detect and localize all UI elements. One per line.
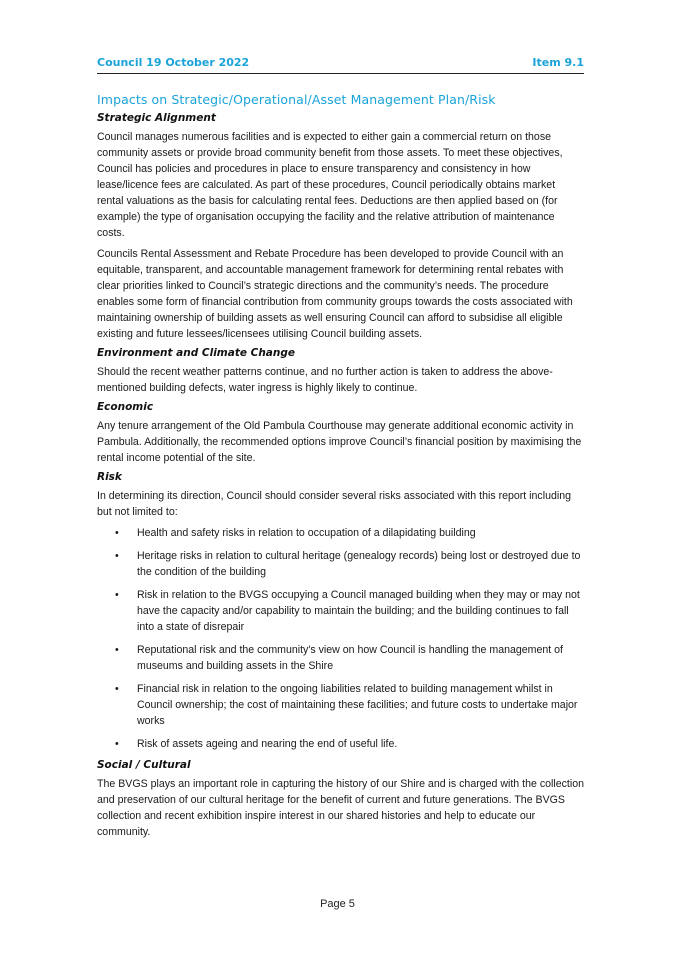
heading-economic: Economic xyxy=(97,401,154,413)
risk-list xyxy=(97,525,584,752)
heading-environment: Environment and Climate Change xyxy=(97,347,296,359)
list-item xyxy=(97,736,584,752)
page-content xyxy=(97,92,584,845)
bullet-icon: • xyxy=(115,550,119,562)
strategic-paragraph-2: Councils Rental Assessment and Rebate Procedure has been developed to provide Council with an equitable, transparent, and accountable management framework for determining rental rebates with clear priorities linked to Council’s strategic directions and the community’s needs. The procedure enables some form of financial contribution from community groups towards the costs associated with maintaining ownership of building assets as well ensuring Council can afford to subsidise all eligible existing and future lessees/licensees utilising Council building assets. xyxy=(97,248,573,340)
economic-paragraph: Any tenure arrangement of the Old Pambula Courthouse may generate additional economic activity in Pambula. Additionally, the recommended options improve Council’s financial position by maximising the rental income potential of the site. xyxy=(97,420,582,464)
header-divider xyxy=(97,73,584,74)
list-item xyxy=(97,587,584,635)
list-item-text: Risk in relation to the BVGS occupying a Council managed building when they may or may not have the capacity and/or capability to maintain the building; and the building continues to fall into a state of disrepair xyxy=(137,589,580,633)
header-item-number: Item 9.1 xyxy=(532,55,584,69)
section-title: Impacts on Strategic/Operational/Asset Management Plan/Risk xyxy=(97,92,496,107)
strategic-paragraph-1: Council manages numerous facilities and is expected to either gain a commercial return on those community assets or provide broad community benefit from those assets. To meet these objectives, Council has policies and procedures in place to ensure transparency and consistency in how lease/licence fees are calculated. As part of these procedures, Council periodically obtains market rental valuations as the basis for calculating rental fees. Deductions are then applied based on (for example) the type of organisation occupying the facility and the relative attribution of maintenance costs. xyxy=(97,131,563,239)
bullet-icon: • xyxy=(115,527,119,539)
list-item-text: Risk of assets ageing and nearing the end of useful life. xyxy=(137,738,398,750)
list-item xyxy=(97,525,584,541)
header-meeting-date: Council 19 October 2022 xyxy=(97,55,250,69)
heading-risk: Risk xyxy=(97,471,122,483)
environment-paragraph: Should the recent weather patterns continue, and no further action is taken to address the above-mentioned building defects, water ingress is highly likely to continue. xyxy=(97,366,553,394)
list-item-text: Financial risk in relation to the ongoing liabilities related to building management whilst in Council ownership; the cost of maintaining these facilities; and future costs to undertake major works xyxy=(137,683,578,727)
social-paragraph: The BVGS plays an important role in capturing the history of our Shire and is charged with the collection and preservation of our cultural heritage for the benefit of current and future generations. The BVGS collection and recent exhibition inspire interest in our shared histories and help to educate our community. xyxy=(97,778,584,838)
heading-strategic-alignment: Strategic Alignment xyxy=(97,112,216,124)
list-item-text: Heritage risks in relation to cultural heritage (genealogy records) being lost or destroyed due to the condition of the building xyxy=(137,550,581,578)
risk-intro: In determining its direction, Council should consider several risks associated with this report including but not limited to: xyxy=(97,490,572,518)
page-number: Page 5 xyxy=(320,898,355,910)
bullet-icon: • xyxy=(115,683,119,695)
list-item-text: Health and safety risks in relation to occupation of a dilapidating building xyxy=(137,527,476,539)
list-item xyxy=(97,681,584,729)
bullet-icon: • xyxy=(115,644,119,656)
heading-social-cultural: Social / Cultural xyxy=(97,759,191,771)
bullet-icon: • xyxy=(115,738,119,750)
list-item-text: Reputational risk and the community's view on how Council is handling the management of museums and building assets in the Shire xyxy=(137,644,564,672)
list-item xyxy=(97,642,584,674)
bullet-icon: • xyxy=(115,589,119,601)
list-item xyxy=(97,548,584,580)
page-header xyxy=(97,53,584,71)
